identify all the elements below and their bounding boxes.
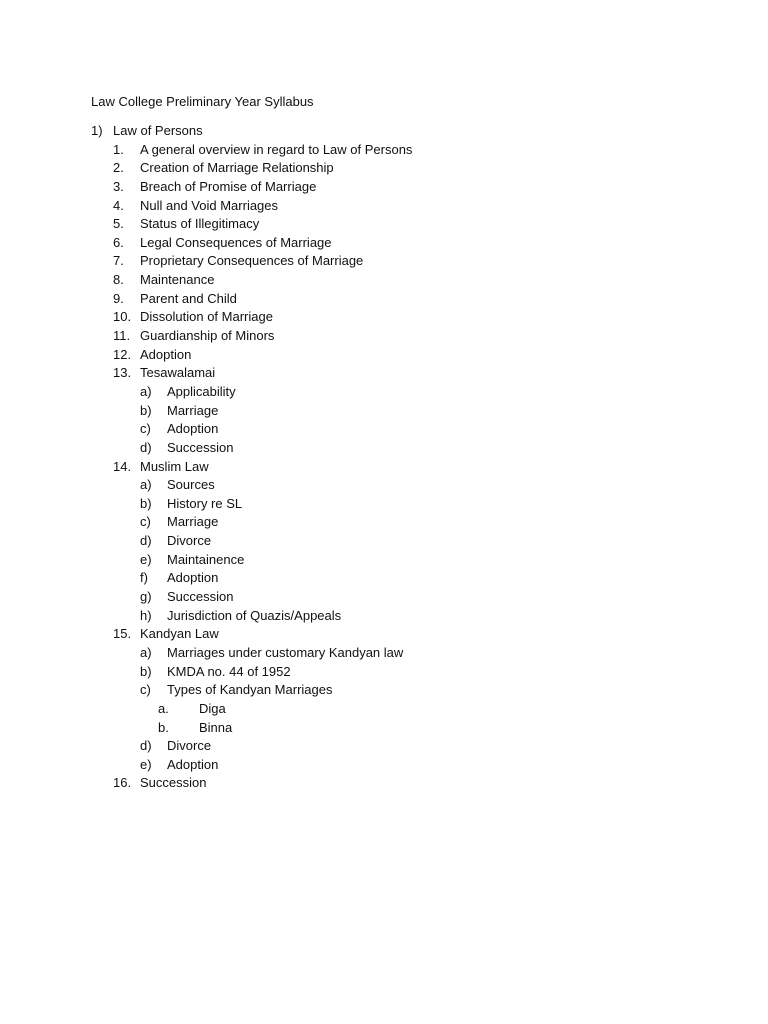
syllabus-item xyxy=(0,570,768,589)
list-marker: b) xyxy=(140,402,152,418)
list-item-text: Divorce xyxy=(167,533,212,549)
list-item-text: Null and Void Marriages xyxy=(140,197,279,213)
list-item-text: Maintenance xyxy=(140,272,215,288)
list-marker: c) xyxy=(140,682,151,698)
list-marker: d) xyxy=(140,533,152,549)
syllabus-item xyxy=(0,216,768,235)
list-item-text: Diga xyxy=(199,700,226,716)
syllabus-item xyxy=(0,514,768,533)
syllabus-item xyxy=(0,440,768,459)
list-marker: d) xyxy=(140,738,152,754)
list-item-text: Adoption xyxy=(167,570,219,586)
list-item-text: Jurisdiction of Quazis/Appeals xyxy=(167,607,342,623)
syllabus-item xyxy=(0,403,768,422)
list-item-text: Succession xyxy=(167,589,234,605)
list-marker: f) xyxy=(140,570,148,586)
list-marker: c) xyxy=(140,514,151,530)
list-marker: 10. xyxy=(113,309,132,325)
list-item-text: Adoption xyxy=(167,421,219,437)
list-item-text: Divorce xyxy=(167,738,212,754)
list-marker: 11. xyxy=(113,328,131,344)
syllabus-item xyxy=(0,552,768,571)
syllabus-item xyxy=(0,309,768,328)
syllabus-item xyxy=(0,179,768,198)
syllabus-item xyxy=(0,123,768,142)
list-item-text: Binna xyxy=(199,719,233,735)
list-marker: a) xyxy=(140,477,152,493)
syllabus-item xyxy=(0,775,768,794)
list-marker: e) xyxy=(140,756,152,772)
syllabus-item xyxy=(0,720,768,739)
list-marker: 9. xyxy=(113,290,124,306)
list-item-text: Marriage xyxy=(167,514,219,530)
list-item-text: Marriage xyxy=(167,402,219,418)
list-marker: g) xyxy=(140,589,152,605)
list-item-text: Breach of Promise of Marriage xyxy=(140,178,317,194)
list-marker: 1. xyxy=(113,141,124,157)
list-marker: b. xyxy=(158,719,169,735)
list-marker: 15. xyxy=(113,626,132,642)
list-item-text: Applicability xyxy=(167,383,236,399)
list-item-text: Sources xyxy=(167,477,215,493)
syllabus-item xyxy=(0,701,768,720)
list-item-text: Adoption xyxy=(140,346,192,362)
list-marker: 7. xyxy=(113,253,124,269)
list-item-text: Muslim Law xyxy=(140,458,209,474)
syllabus-item xyxy=(0,477,768,496)
list-marker: 6. xyxy=(113,234,124,250)
syllabus-item xyxy=(0,384,768,403)
syllabus-item xyxy=(0,533,768,552)
syllabus-item xyxy=(0,328,768,347)
syllabus-item xyxy=(0,496,768,515)
list-marker: 3. xyxy=(113,178,124,194)
syllabus-item xyxy=(0,142,768,161)
syllabus-item xyxy=(0,459,768,478)
list-marker: a) xyxy=(140,644,152,660)
list-marker: d) xyxy=(140,439,152,455)
list-item-text: Creation of Marriage Relationship xyxy=(140,160,334,176)
list-marker: 1) xyxy=(91,123,103,138)
syllabus-item xyxy=(0,421,768,440)
list-marker: 5. xyxy=(113,216,124,232)
syllabus-item xyxy=(0,198,768,217)
syllabus-item xyxy=(0,160,768,179)
list-marker: 4. xyxy=(113,197,124,213)
syllabus-item xyxy=(0,589,768,608)
document-title: Law College Preliminary Year Syllabus xyxy=(91,94,314,109)
list-item-text: Legal Consequences of Marriage xyxy=(140,234,332,250)
list-marker: 8. xyxy=(113,272,124,288)
list-marker: 12. xyxy=(113,346,132,362)
syllabus-item xyxy=(0,682,768,701)
syllabus-item xyxy=(0,253,768,272)
list-item-text: Marriages under customary Kandyan law xyxy=(167,644,404,660)
syllabus-item xyxy=(0,608,768,627)
list-marker: 14. xyxy=(113,458,132,474)
list-marker: b) xyxy=(140,495,152,511)
list-item-text: Proprietary Consequences of Marriage xyxy=(140,253,364,269)
list-marker: 16. xyxy=(113,775,132,791)
list-item-text: Dissolution of Marriage xyxy=(140,309,273,325)
syllabus-item xyxy=(0,365,768,384)
list-item-text: Law of Persons xyxy=(113,123,203,138)
list-item-text: Guardianship of Minors xyxy=(140,328,275,344)
list-item-text: Types of Kandyan Marriages xyxy=(167,682,333,698)
list-marker: e) xyxy=(140,551,152,567)
list-item-text: Succession xyxy=(140,775,207,791)
syllabus-item xyxy=(0,347,768,366)
list-marker: 13. xyxy=(113,365,132,381)
syllabus-item xyxy=(0,272,768,291)
list-marker: a) xyxy=(140,383,152,399)
list-marker: h) xyxy=(140,607,152,623)
list-item-text: History re SL xyxy=(167,495,243,511)
list-item-text: KMDA no. 44 of 1952 xyxy=(167,663,291,679)
list-marker: a. xyxy=(158,700,169,716)
syllabus-item xyxy=(0,626,768,645)
list-item-text: A general overview in regard to Law of Persons xyxy=(140,141,413,157)
list-item-text: Parent and Child xyxy=(140,290,237,306)
syllabus-item xyxy=(0,664,768,683)
list-item-text: Tesawalamai xyxy=(140,365,216,381)
list-item-text: Adoption xyxy=(167,756,219,772)
syllabus-item xyxy=(0,738,768,757)
syllabus-item xyxy=(0,757,768,776)
list-item-text: Status of Illegitimacy xyxy=(140,216,260,232)
list-marker: b) xyxy=(140,663,152,679)
syllabus-list xyxy=(0,123,768,794)
syllabus-item xyxy=(0,235,768,254)
syllabus-item xyxy=(0,291,768,310)
list-item-text: Succession xyxy=(167,439,234,455)
list-item-text: Kandyan Law xyxy=(140,626,219,642)
list-item-text: Maintainence xyxy=(167,551,245,567)
list-marker: c) xyxy=(140,421,151,437)
list-marker: 2. xyxy=(113,160,124,176)
syllabus-item xyxy=(0,645,768,664)
